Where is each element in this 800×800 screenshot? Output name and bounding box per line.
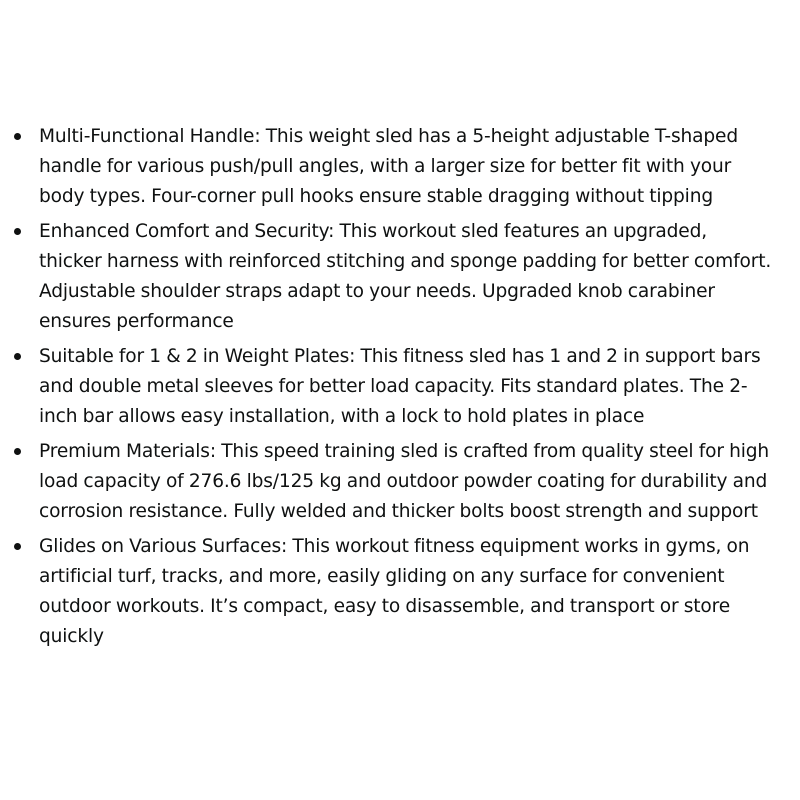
- bullet-icon: [14, 543, 21, 550]
- feature-text: Premium Materials: This speed training sled is crafted from quality steel for high load capacity of 276.6 lbs/125 kg and outdoor powder coating for durability and corrosion resistance. Fully welded and thicker bolts boost strength and support: [39, 441, 770, 522]
- feature-text: Suitable for 1 & 2 in Weight Plates: This fitness sled has 1 and 2 in support bars and double metal sleeves for better load capacity. Fits standard plates. The 2-inch bar allows easy installation, with a lock to hold plates in place: [39, 346, 761, 427]
- bullet-icon: [14, 353, 21, 360]
- feature-text: Glides on Various Surfaces: This workout fitness equipment works in gyms, on artificial turf, tracks, and more, easily gliding on any surface for convenient outdoor workouts. It’s compact, easy to disassemble, and transport or store quickly: [39, 536, 750, 647]
- feature-item-handle: [0, 122, 800, 212]
- feature-text: Multi-Functional Handle: This weight sled has a 5-height adjustable T-shaped handle for various push/pull angles, with a larger size for better fit with your body types. Four-corner pull hooks ensure stable dragging without tipping: [39, 126, 738, 207]
- feature-item-comfort: [0, 217, 800, 337]
- feature-item-surfaces: [0, 532, 800, 652]
- feature-item-weight-plates: [0, 342, 800, 432]
- feature-bullet-list: [0, 122, 800, 657]
- feature-text: Enhanced Comfort and Security: This workout sled features an upgraded, thicker harness with reinforced stitching and sponge padding for better comfort. Adjustable shoulder straps adapt to your needs. Upgraded knob carabiner ensures performance: [39, 221, 772, 332]
- bullet-icon: [14, 228, 21, 235]
- bullet-icon: [14, 448, 21, 455]
- feature-item-materials: [0, 437, 800, 527]
- bullet-icon: [14, 133, 21, 140]
